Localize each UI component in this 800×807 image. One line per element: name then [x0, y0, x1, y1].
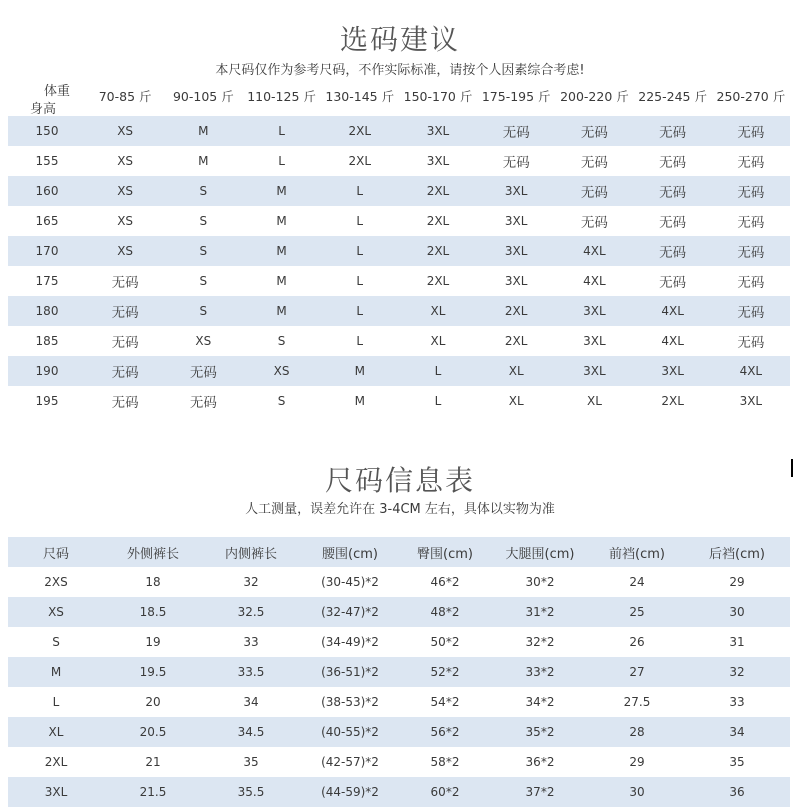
table-row	[8, 687, 790, 717]
weight-header-cell: 130-145 斤	[325, 89, 395, 104]
weight-header-cell: 150-170 斤	[403, 89, 473, 104]
table-cell: 18	[145, 575, 161, 589]
size-cell: 无码	[111, 305, 139, 321]
table-row	[8, 266, 790, 296]
recommendation-header-row	[8, 78, 790, 116]
size-cell: 3XL	[583, 304, 606, 318]
table-cell: 35	[243, 755, 259, 769]
size-cell: XL	[508, 364, 524, 378]
weight-header-cell: 110-125 斤	[247, 89, 316, 104]
table-row	[8, 236, 790, 266]
table-row	[8, 206, 790, 236]
size-cell: 无码	[580, 125, 608, 141]
size-cell: 2XL	[426, 184, 450, 198]
table-cell: M	[50, 665, 62, 679]
size-cell: 3XL	[504, 184, 528, 198]
table-cell: L	[52, 695, 60, 709]
size-cell: 3XL	[426, 154, 450, 168]
size-cell: XS	[117, 184, 134, 198]
table-cell: 20	[145, 695, 161, 709]
height-cell: 180	[35, 304, 59, 318]
size-cell: 3XL	[504, 244, 528, 258]
table-row	[8, 176, 790, 206]
height-cell: 165	[35, 214, 59, 228]
size-cell: 无码	[580, 185, 608, 201]
corner-cell	[8, 78, 86, 116]
size-cell: 2XL	[504, 304, 528, 318]
size-cell: 3XL	[739, 394, 763, 408]
table-row	[8, 597, 790, 627]
table-cell: 19	[145, 635, 161, 649]
size-cell: 无码	[737, 335, 765, 351]
corner-weight-label: 体重	[44, 84, 71, 99]
table-cell: 20.5	[139, 725, 167, 739]
size-info-subtitle: 人工测量，误差允许在 3-4CM 左右，具体以实物为准	[245, 502, 555, 517]
recommendation-rows	[8, 116, 790, 416]
table-cell: 31*2	[525, 605, 555, 619]
table-cell: 33.5	[237, 665, 265, 679]
size-cell: 无码	[737, 275, 765, 291]
size-cell: 无码	[659, 155, 687, 171]
size-cell: XL	[430, 334, 446, 348]
size-cell: 无码	[189, 365, 217, 381]
size-cell: S	[199, 274, 208, 288]
size-cell: L	[356, 304, 364, 318]
size-cell: M	[198, 124, 209, 138]
size-info-title: 尺码信息表	[324, 464, 475, 497]
size-cell: 4XL	[661, 304, 684, 318]
table-cell: 34	[729, 725, 745, 739]
size-recommendation-table	[8, 78, 790, 416]
table-cell: 33	[243, 635, 259, 649]
size-cell: 3XL	[583, 364, 606, 378]
table-row	[8, 146, 790, 176]
table-row	[8, 326, 790, 356]
header-cell: 外侧裤长	[126, 546, 179, 562]
size-cell: 4XL	[583, 274, 606, 288]
size-cell: S	[199, 244, 208, 258]
size-cell: L	[434, 394, 442, 408]
table-cell: (30-45)*2	[321, 575, 379, 589]
table-cell: 32	[243, 575, 259, 589]
table-cell: 60*2	[430, 785, 460, 799]
size-cell: 2XL	[348, 124, 372, 138]
size-cell: 无码	[580, 155, 608, 171]
table-row	[8, 356, 790, 386]
table-cell: 30	[629, 785, 645, 799]
table-cell: 30*2	[525, 575, 555, 589]
weight-header-cells	[86, 78, 790, 116]
corner-height-label: 身高	[30, 102, 57, 117]
table-cell: 18.5	[139, 605, 167, 619]
table-cell: (36-51)*2	[321, 665, 379, 679]
size-cell: 无码	[737, 185, 765, 201]
table-row	[8, 567, 790, 597]
size-cell: 2XL	[426, 274, 450, 288]
size-cell: 无码	[659, 125, 687, 141]
size-cell: L	[356, 274, 364, 288]
size-cell: 4XL	[739, 364, 763, 378]
header-cell: 内侧裤长	[224, 546, 277, 562]
size-cell: 无码	[111, 365, 139, 381]
recommendation-title: 选码建议	[339, 23, 460, 56]
table-cell: 32	[729, 665, 745, 679]
table-cell: 34	[243, 695, 259, 709]
size-cell: M	[276, 184, 287, 198]
size-cell: L	[356, 244, 364, 258]
table-cell: 25	[629, 605, 645, 619]
table-cell: XS	[48, 605, 64, 619]
size-cell: S	[277, 334, 286, 348]
table-cell: 52*2	[430, 665, 460, 679]
weight-header-cell: 90-105 斤	[172, 89, 234, 104]
table-cell: 46*2	[430, 575, 460, 589]
size-cell: XS	[195, 334, 212, 348]
table-cell: 35	[729, 755, 745, 769]
size-cell: M	[276, 244, 287, 258]
table-row	[8, 657, 790, 687]
size-cell: S	[199, 184, 208, 198]
size-cell: 4XL	[583, 244, 606, 258]
table-cell: 29	[629, 755, 645, 769]
table-cell: 37*2	[525, 785, 555, 799]
size-cell: 无码	[659, 185, 687, 201]
table-cell: 21	[145, 755, 161, 769]
size-cell: M	[198, 154, 209, 168]
table-row	[8, 116, 790, 146]
table-cell: 35*2	[525, 725, 555, 739]
table-cell: 56*2	[430, 725, 460, 739]
table-cell: (32-47)*2	[321, 605, 379, 619]
size-info-header-row	[8, 537, 790, 567]
weight-header-cell: 70-85 斤	[98, 89, 152, 104]
table-cell: (38-53)*2	[321, 695, 379, 709]
table-cell: (40-55)*2	[321, 725, 379, 739]
header-cell: 大腿围(cm)	[505, 546, 575, 562]
table-cell: 24	[629, 575, 645, 589]
table-cell: 33	[729, 695, 745, 709]
size-cell: M	[354, 364, 365, 378]
size-cell: 3XL	[661, 364, 684, 378]
table-cell: 21.5	[139, 785, 167, 799]
table-cell: 32.5	[237, 605, 265, 619]
table-cell: 50*2	[430, 635, 460, 649]
size-cell: XS	[273, 364, 290, 378]
table-cell: XL	[48, 725, 64, 739]
size-cell: 无码	[189, 395, 217, 411]
height-cell: 150	[35, 124, 59, 138]
size-cell: XS	[117, 154, 134, 168]
table-cell: 36*2	[525, 755, 555, 769]
size-cell: 2XL	[426, 244, 450, 258]
size-cell: 无码	[580, 215, 608, 231]
height-cell: 175	[35, 274, 59, 288]
size-cell: 2XL	[504, 334, 528, 348]
size-cell: 2XL	[348, 154, 372, 168]
header-cell: 尺码	[42, 546, 69, 562]
weight-header-cell: 225-245 斤	[638, 89, 707, 104]
size-cell: 无码	[737, 215, 765, 231]
size-cell: S	[199, 304, 208, 318]
table-cell: 27	[629, 665, 645, 679]
size-cell: 2XL	[661, 394, 684, 408]
table-cell: 32*2	[525, 635, 555, 649]
size-cell: M	[354, 394, 365, 408]
table-cell: 29	[729, 575, 745, 589]
size-cell: S	[199, 214, 208, 228]
size-cell: M	[276, 274, 287, 288]
table-cell: 27.5	[623, 695, 651, 709]
size-cell: 无码	[659, 275, 687, 291]
table-cell: 48*2	[430, 605, 460, 619]
table-cell: (44-59)*2	[321, 785, 379, 799]
table-cell: 26	[629, 635, 645, 649]
size-cell: L	[278, 154, 285, 168]
size-cell: S	[277, 394, 286, 408]
weight-header-cell: 175-195 斤	[481, 89, 551, 104]
size-cell: 无码	[659, 215, 687, 231]
text-cursor	[791, 459, 793, 477]
height-cell: 195	[35, 394, 59, 408]
table-cell: 34.5	[237, 725, 265, 739]
size-cell: XS	[117, 244, 134, 258]
table-cell: 36	[729, 785, 745, 799]
recommendation-subtitle: 本尺码仅作为参考尺码，不作实际标准，请按个人因素综合考虑!	[215, 63, 585, 78]
size-cell: 3XL	[426, 124, 450, 138]
height-cell: 170	[35, 244, 59, 258]
table-row	[8, 627, 790, 657]
table-cell: 35.5	[237, 785, 265, 799]
height-cell: 160	[35, 184, 59, 198]
size-cell: M	[276, 214, 287, 228]
size-cell: 3XL	[504, 274, 528, 288]
size-cell: 无码	[737, 155, 765, 171]
table-cell: 34*2	[525, 695, 555, 709]
size-cell: 2XL	[426, 214, 450, 228]
header-cell: 腰围(cm)	[322, 546, 378, 562]
height-cell: 185	[35, 334, 59, 348]
size-cell: XS	[117, 124, 134, 138]
weight-header-cell: 200-220 斤	[560, 89, 629, 104]
table-row	[8, 296, 790, 326]
table-cell: 19.5	[139, 665, 167, 679]
table-cell: (42-57)*2	[321, 755, 379, 769]
header-cell: 后裆(cm)	[709, 546, 765, 562]
table-row	[8, 747, 790, 777]
size-cell: 无码	[737, 125, 765, 141]
table-cell: (34-49)*2	[321, 635, 379, 649]
size-cell: 无码	[659, 245, 687, 261]
table-cell: S	[52, 635, 60, 649]
size-cell: 无码	[111, 335, 139, 351]
size-cell: 3XL	[504, 214, 528, 228]
size-cell: 无码	[502, 125, 530, 141]
table-cell: 2XS	[44, 575, 68, 589]
height-cell: 155	[35, 154, 59, 168]
table-cell: 58*2	[430, 755, 460, 769]
size-cell: L	[356, 214, 364, 228]
size-cell: M	[276, 304, 287, 318]
size-cell: L	[278, 124, 285, 138]
table-row	[8, 717, 790, 747]
size-cell: 4XL	[661, 334, 684, 348]
table-cell: 3XL	[44, 785, 68, 799]
size-cell: 无码	[737, 305, 765, 321]
header-cell: 前裆(cm)	[609, 546, 665, 562]
size-cell: 3XL	[583, 334, 606, 348]
size-cell: L	[356, 334, 364, 348]
size-cell: 无码	[502, 155, 530, 171]
table-cell: 28	[629, 725, 645, 739]
header-cell: 臀围(cm)	[417, 546, 473, 562]
table-cell: 33*2	[525, 665, 555, 679]
table-cell: 30	[729, 605, 745, 619]
weight-header-cell: 250-270 斤	[716, 89, 786, 104]
size-cell: XL	[430, 304, 446, 318]
table-cell: 54*2	[430, 695, 460, 709]
size-cell: L	[434, 364, 442, 378]
table-cell: 2XL	[44, 755, 68, 769]
table-cell: 31	[729, 635, 745, 649]
size-cell: 无码	[737, 245, 765, 261]
size-cell: XL	[508, 394, 524, 408]
size-info-table	[8, 537, 790, 807]
size-cell: L	[356, 184, 364, 198]
size-cell: XS	[117, 214, 134, 228]
size-cell: 无码	[111, 275, 139, 291]
size-cell: XL	[586, 394, 602, 408]
height-cell: 190	[35, 364, 59, 378]
table-row	[8, 386, 790, 416]
size-cell: 无码	[111, 395, 139, 411]
